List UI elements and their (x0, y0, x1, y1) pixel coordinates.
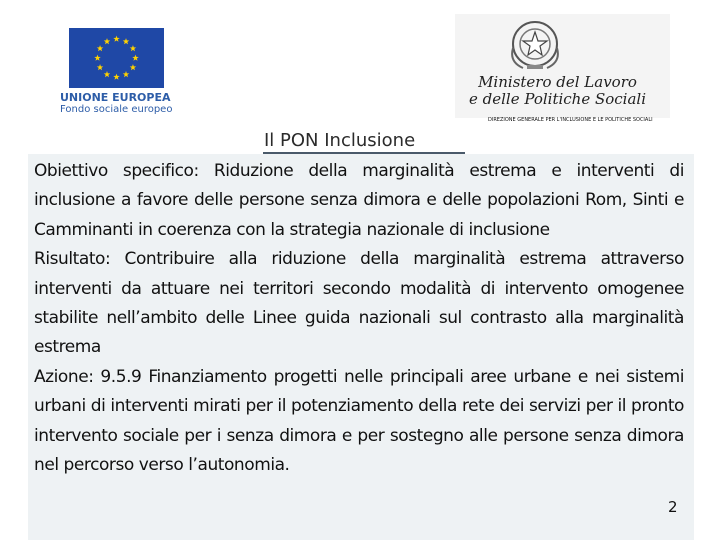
eu-star-icon (104, 38, 110, 44)
eu-star-icon (113, 36, 119, 42)
eu-star-icon (104, 71, 110, 77)
eu-star-icon (94, 55, 100, 61)
ministry-logo (455, 14, 670, 118)
page-number: 2 (668, 498, 678, 516)
eu-logo (57, 28, 187, 118)
eu-star-icon (132, 55, 138, 61)
title-underline (263, 152, 465, 154)
italian-republic-emblem-icon (505, 18, 565, 72)
eu-star-icon (130, 64, 136, 70)
eu-star-icon (97, 64, 103, 70)
eu-star-icon (123, 71, 129, 77)
eu-star-icon (130, 45, 136, 51)
eu-logo-name: UNIONE EUROPEA (60, 91, 171, 104)
eu-flag-icon (69, 28, 164, 88)
directorate-label: DIREZIONE GENERALE PER L'INCLUSIONE E LE POLITICHE SOCIALI (488, 117, 653, 123)
eu-star-icon (97, 45, 103, 51)
ministry-name-line1: Ministero del Lavoro (478, 73, 637, 91)
eu-star-icon (123, 38, 129, 44)
slide-body (34, 157, 684, 480)
ministry-name-line2: e delle Politiche Sociali (468, 90, 647, 108)
ministry-name (455, 74, 660, 108)
action-paragraph: Azione: 9.5.9 Finanziamento progetti nelle principali aree urbane e nei sistemi urbani di interventi mirati per il potenziamento della rete dei servizi per il pronto intervento sociale per i senza dimora e per sostegno alle persone senza dimora nel percorso verso l’autonomia. (34, 366, 684, 476)
slide-title: Il PON Inclusione (264, 130, 416, 151)
objective-paragraph: Obiettivo specifico: Riduzione della marginalità estrema e interventi di inclusione a favore delle persone senza dimora e delle popolazioni Rom, Sinti e Camminanti in coerenza con la strategia nazionale di inclusione (34, 161, 684, 240)
eu-star-icon (113, 74, 119, 80)
eu-logo-fund: Fondo sociale europeo (60, 104, 173, 115)
result-paragraph: Risultato: Contribuire alla riduzione della marginalità estrema attraverso interventi da attuare nei territori secondo modalità di intervento omogenee stabilite nell’ambito delle Linee guida nazionali sul contrasto alla marginalità estrema (34, 249, 684, 358)
